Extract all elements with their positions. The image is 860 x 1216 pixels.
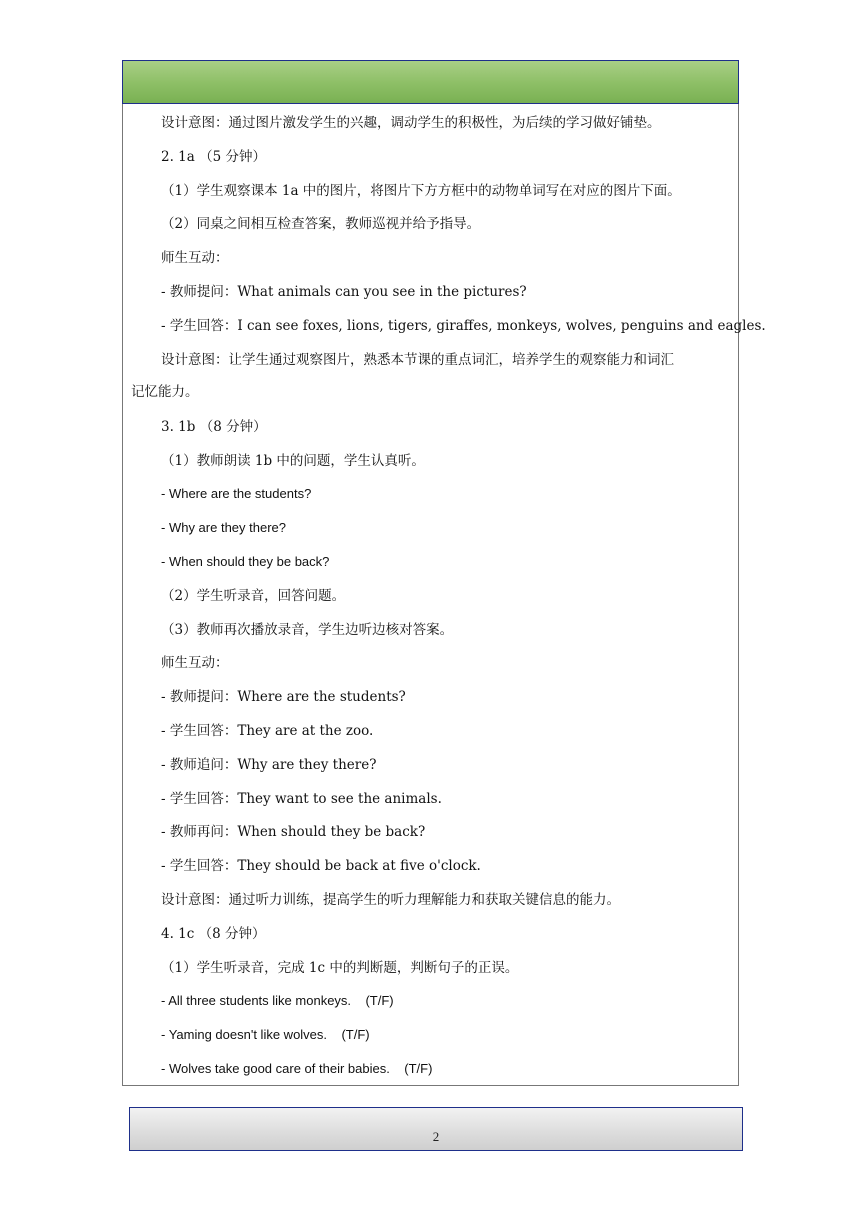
text-line: - Why are they there? bbox=[161, 520, 286, 535]
page-footer-band bbox=[129, 1107, 743, 1151]
text-line: 设计意图：通过图片激发学生的兴趣，调动学生的积极性，为后续的学习做好铺垫。 bbox=[161, 115, 661, 131]
text-line: 师生互动： bbox=[161, 250, 229, 266]
text-line: （1）学生观察课本 1a 中的图片，将图片下方方框中的动物单词写在对应的图片下面。 bbox=[161, 183, 681, 199]
text-line: - All three students like monkeys. (T/F) bbox=[161, 993, 394, 1008]
text-line: 设计意图：通过听力训练，提高学生的听力理解能力和获取关键信息的能力。 bbox=[161, 892, 620, 908]
text-line: - 学生回答：They want to see the animals. bbox=[161, 791, 442, 807]
text-line: （2）学生听录音，回答问题。 bbox=[161, 588, 346, 604]
text-line: - When should they be back? bbox=[161, 554, 330, 569]
text-line: 设计意图：让学生通过观察图片，熟悉本节课的重点词汇，培养学生的观察能力和词汇 bbox=[161, 352, 674, 368]
text-line: （3）教师再次播放录音，学生边听边核对答案。 bbox=[161, 622, 454, 638]
text-line: （1）学生听录音，完成 1c 中的判断题，判断句子的正误。 bbox=[161, 960, 519, 976]
text-line: - 学生回答：I can see foxes, lions, tigers, giraffes, monkeys, wolves, penguins and eagles. bbox=[161, 318, 766, 334]
text-line: （2）同桌之间相互检查答案，教师巡视并给予指导。 bbox=[161, 216, 481, 232]
page-number: 2 bbox=[432, 1129, 440, 1144]
page-header-band bbox=[122, 60, 739, 104]
text-line: 记忆能力。 bbox=[131, 384, 199, 400]
section-heading: 2. 1a （5 分钟） bbox=[161, 149, 266, 165]
text-line: - 学生回答：They are at the zoo. bbox=[161, 723, 374, 739]
text-line: （1）教师朗读 1b 中的问题，学生认真听。 bbox=[161, 453, 425, 469]
text-line: - Where are the students? bbox=[161, 486, 312, 501]
text-line: - 教师追问：Why are they there? bbox=[161, 757, 377, 773]
text-line: - Wolves take good care of their babies. (T/F) bbox=[161, 1061, 433, 1076]
text-line: 师生互动： bbox=[161, 655, 229, 671]
text-line: - 学生回答：They should be back at five o'clock. bbox=[161, 858, 481, 874]
section-heading: 3. 1b （8 分钟） bbox=[161, 419, 267, 435]
text-line: - 教师再问：When should they be back? bbox=[161, 824, 426, 840]
text-line: - Yaming doesn't like wolves. (T/F) bbox=[161, 1027, 370, 1042]
section-heading: 4. 1c （8 分钟） bbox=[161, 926, 266, 942]
text-line: - 教师提问：Where are the students? bbox=[161, 689, 406, 705]
text-line: - 教师提问：What animals can you see in the pictures? bbox=[161, 284, 527, 300]
